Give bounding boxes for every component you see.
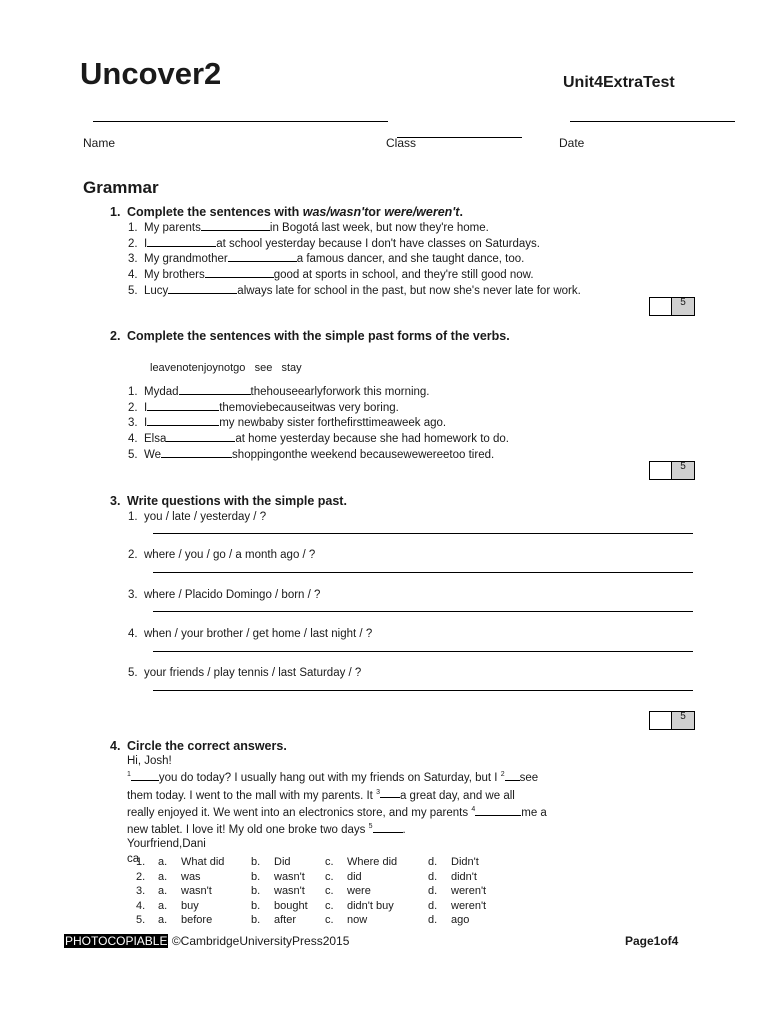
sentence-end: themoviebecauseitwas very boring. (219, 401, 399, 414)
answer-line[interactable] (153, 611, 693, 612)
option-letter: d. (428, 899, 438, 912)
task-1-sentences (128, 220, 581, 299)
gap-number: 2 (500, 771, 505, 779)
option-letter: c. (325, 899, 334, 912)
sentence (128, 415, 509, 431)
sentence-start: Mydad (144, 386, 179, 398)
answer-option[interactable]: didn't (451, 870, 477, 883)
answer-option[interactable]: didn't buy (347, 899, 394, 912)
option-letter: c. (325, 856, 334, 868)
email-text-part: . (402, 823, 406, 836)
option-letter: c. (325, 870, 334, 883)
answer-blank[interactable] (168, 283, 237, 294)
class-label: Class (386, 136, 417, 150)
sentence (128, 283, 581, 299)
answer-option[interactable]: What did (181, 856, 225, 868)
gap-number: 1 (127, 771, 131, 779)
instruction-text: . (459, 205, 463, 219)
item-number: 3. (128, 589, 138, 601)
answer-line[interactable] (153, 690, 693, 691)
sentence-start: Elsa (144, 433, 167, 446)
answer-option[interactable]: ago (451, 914, 470, 926)
question-prompt (128, 510, 266, 524)
name-line[interactable] (93, 121, 388, 122)
task-number: 3. (110, 494, 121, 508)
option-letter: b. (251, 856, 261, 868)
email-text (127, 754, 547, 866)
gap-number: 3 (376, 788, 380, 796)
option-letter: a. (158, 856, 168, 868)
email-text-part: see (519, 772, 539, 785)
answer-option[interactable]: Didn't (451, 856, 479, 868)
sentence (128, 400, 509, 416)
answer-option[interactable]: Where did (347, 856, 398, 868)
score-total: 5 (672, 298, 694, 315)
option-letter: b. (251, 914, 261, 926)
item-number: 5. (128, 448, 138, 461)
option-letter: b. (251, 870, 261, 883)
prompt-text: when / your brother / get home / last night / ? (144, 628, 373, 640)
answer-option[interactable]: Did (274, 856, 291, 868)
answer-line[interactable] (153, 651, 693, 652)
sentence (128, 384, 509, 400)
option-letter: c. (325, 914, 334, 926)
instruction-text: Write questions with the simple past. (127, 494, 347, 508)
sentence (128, 447, 509, 463)
sentence-end: in Bogotá last week, but now they're home. (269, 222, 489, 234)
item-number: 3. (128, 417, 138, 430)
sentence-start: My brothers (144, 269, 205, 282)
score-entry[interactable] (650, 462, 672, 479)
answer-option[interactable]: after (274, 914, 297, 926)
email-text-part: them today. I went to the mall with my parents. It (127, 789, 377, 802)
gap-number: 4 (471, 805, 476, 813)
instruction-text: Circle the correct answers. (127, 739, 287, 753)
word-box: leavenotenjoynotgo see stay (150, 362, 302, 374)
gap-blank[interactable] (380, 787, 400, 798)
gap-blank[interactable] (131, 770, 159, 781)
answer-option[interactable]: wasn't (181, 885, 212, 897)
sentence-start: My grandmother (144, 253, 228, 266)
option-letter: d. (428, 870, 438, 883)
answer-option[interactable]: weren't (451, 885, 487, 897)
option-letter: a. (158, 885, 168, 897)
prompt-text: you / late / yesterday / ? (144, 511, 267, 523)
instruction-text: Complete the sentences with (127, 205, 303, 219)
answer-option[interactable]: was (181, 870, 201, 883)
question-prompt (128, 588, 320, 602)
option-letter: a. (158, 870, 168, 883)
item-number: 4. (128, 433, 138, 446)
prompt-text: where / Placido Domingo / born / ? (144, 589, 321, 601)
item-number: 1. (128, 386, 138, 398)
instruction-italic: was/wasn't (302, 205, 369, 219)
instruction-text: Complete the sentences with the simple past forms of the verbs. (127, 329, 510, 343)
item-number: 3. (128, 253, 138, 266)
answer-line[interactable] (153, 572, 693, 573)
sentence-end: my newbaby sister forthefirsttimeaweek ago. (219, 417, 447, 430)
date-label: Date (559, 136, 585, 150)
option-letter: b. (251, 885, 261, 897)
sentence-start: Lucy (144, 284, 169, 297)
email-line (127, 786, 547, 803)
task-3-instruction (110, 494, 430, 509)
name-label: Name (83, 136, 116, 150)
answer-blank[interactable] (228, 251, 297, 262)
question-prompt (128, 666, 361, 680)
score-total: 5 (672, 712, 694, 729)
answer-option[interactable]: weren't (451, 899, 487, 912)
sentence (128, 251, 581, 267)
sentence (128, 236, 581, 252)
gap-blank[interactable] (505, 770, 520, 781)
gap-blank[interactable] (475, 805, 521, 816)
email-text-part: you do today? I usually hang out with my friends on Saturday, but I (158, 772, 501, 785)
score-box (649, 461, 695, 480)
score-entry[interactable] (650, 298, 672, 315)
sentence-start: I (144, 237, 148, 250)
option-letter: a. (158, 899, 168, 912)
email-line (127, 820, 547, 837)
date-line[interactable] (570, 121, 735, 122)
answer-option[interactable]: bought (274, 899, 308, 912)
item-number: 5. (128, 284, 138, 297)
item-number: 2. (128, 237, 138, 250)
item-number: 1. (128, 222, 138, 234)
answer-option[interactable]: did (347, 870, 362, 883)
option-letter: d. (428, 914, 438, 926)
option-row (136, 913, 536, 927)
answer-option[interactable]: wasn't (274, 870, 305, 883)
prompt-text: your friends / play tennis / last Saturday / ? (144, 667, 362, 679)
item-number: 1. (136, 856, 146, 868)
task-2-instruction (110, 329, 530, 344)
question-prompt (128, 548, 315, 562)
sentence-start: We (144, 448, 162, 461)
sentence-start: I (144, 401, 148, 414)
item-number: 4. (136, 899, 146, 912)
document-title: Uncover2 (80, 56, 222, 91)
item-number: 1. (128, 511, 138, 523)
item-number: 2. (128, 549, 138, 561)
copyright-text: ©CambridgeUniversityPress2015 (168, 934, 350, 948)
sentence-end: at home yesterday because she had homework to do. (235, 433, 509, 446)
task-4-instruction (110, 739, 410, 754)
instruction-italic: were/weren't (384, 205, 460, 219)
email-text-part: a great day, and we all (399, 789, 515, 802)
answer-blank[interactable] (179, 384, 251, 395)
item-number: 2. (128, 401, 138, 414)
score-box (649, 711, 695, 730)
note: ca (127, 852, 140, 865)
answer-blank[interactable] (147, 236, 216, 247)
option-row (136, 884, 536, 898)
email-line (127, 768, 547, 785)
score-total: 5 (672, 462, 694, 479)
score-entry[interactable] (650, 712, 672, 729)
item-number: 3. (136, 885, 146, 897)
task-2-sentences (128, 384, 509, 463)
answer-blank[interactable] (147, 415, 219, 426)
gap-number: 5 (368, 823, 373, 831)
option-letter: d. (428, 856, 438, 868)
email-text-part: me a (521, 806, 547, 819)
task-number: 2. (110, 329, 121, 343)
question-prompt (128, 627, 372, 641)
photocopiable-badge: PHOTOCOPIABLE (65, 934, 168, 948)
item-number: 4. (128, 269, 138, 282)
option-letter: a. (158, 914, 168, 926)
email-line (127, 803, 547, 820)
page-number: Page1of4 (625, 934, 679, 948)
option-row (136, 855, 536, 869)
answer-blank[interactable] (201, 220, 270, 231)
sentence-end: thehouseearlyforwork this morning. (250, 386, 430, 398)
answer-option[interactable]: were (347, 885, 371, 897)
section-heading: Grammar (83, 178, 159, 197)
signoff: Yourfriend,Dani (127, 838, 206, 851)
sentence-end: good at sports in school, and they're still good now. (273, 269, 534, 282)
task-number: 4. (110, 739, 121, 753)
item-number: 5. (128, 667, 138, 679)
sentence (128, 431, 509, 447)
score-box (649, 297, 695, 316)
sentence-end: shoppingonthe weekend becausewewereetoo tired. (232, 448, 495, 461)
sentence-start: I (144, 417, 148, 430)
sentence (128, 220, 581, 236)
answer-option[interactable]: wasn't (274, 885, 305, 897)
sentence-end: always late for school in the past, but now she's never late for work. (237, 284, 581, 297)
sentence-start: My parents (144, 222, 201, 234)
footer-copyright (64, 934, 349, 948)
instruction-text: or (368, 205, 385, 219)
email-text-part: new tablet. I love it! My old one broke two days (127, 823, 369, 836)
email-text-part: really enjoyed it. We went into an electronics store, and my parents (127, 806, 472, 819)
sentence-end: a famous dancer, and she taught dance, too. (296, 253, 525, 266)
answer-line[interactable] (153, 533, 693, 534)
answer-blank[interactable] (166, 431, 235, 442)
item-number: 2. (136, 870, 146, 883)
sentence (128, 267, 581, 283)
option-row (136, 899, 536, 913)
answer-option[interactable]: before (181, 914, 213, 926)
greeting: Hi, Josh! (127, 755, 172, 767)
option-letter: b. (251, 899, 261, 912)
item-number: 4. (128, 628, 138, 640)
task-1-instruction (110, 205, 510, 220)
test-name: Unit4ExtraTest (563, 74, 675, 91)
answer-blank[interactable] (147, 400, 219, 411)
item-number: 5. (136, 914, 146, 926)
answer-option[interactable]: buy (181, 899, 199, 912)
gap-blank[interactable] (373, 822, 403, 833)
task-number: 1. (110, 205, 121, 219)
sentence-end: at school yesterday because I don't have classes on Saturdays. (216, 237, 540, 250)
option-letter: d. (428, 885, 438, 897)
prompt-text: where / you / go / a month ago / ? (144, 549, 316, 561)
option-row (136, 870, 536, 884)
answer-blank[interactable] (161, 447, 232, 458)
option-letter: c. (325, 885, 334, 897)
answer-option[interactable]: now (347, 914, 368, 926)
answer-blank[interactable] (205, 267, 274, 278)
